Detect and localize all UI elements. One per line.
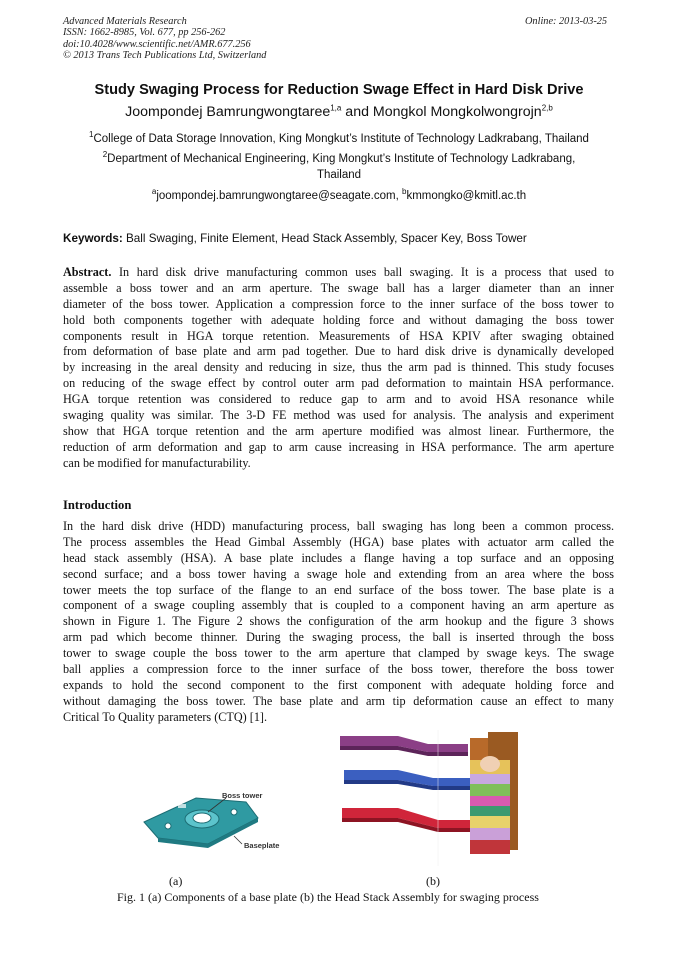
- running-header: [63, 16, 266, 61]
- author-2: Mongkol Mongkolwongrojn: [372, 104, 542, 120]
- keywords-text: Ball Swaging, Finite Element, Head Stack Assembly, Spacer Key, Boss Tower: [122, 232, 527, 245]
- affiliation-1-text: College of Data Storage Innovation, King Mongkut’s Institute of Technology Ladkrabang, Thailand: [93, 133, 589, 145]
- intro-line: Critical To Quality parameters (CTQ) [1].: [63, 709, 268, 724]
- affiliation-2: [0, 151, 678, 183]
- abstract-label: Abstract.: [63, 265, 112, 279]
- abstract-line: on reducing of the swage effect by control outer arm pad deformation to maintain HSA performance.: [63, 376, 614, 391]
- author-conjunction: and: [341, 104, 373, 120]
- intro-line: tower to swage couple the boss tower to the arm aperture that clamped by swage keys. The swage: [63, 646, 614, 661]
- affiliation-1: [0, 131, 678, 147]
- intro-line: shown in Figure 1. The Figure 2 shows the configuration of the arm hookup and the figure 3 shows: [63, 614, 614, 629]
- abstract-line: from deformation of base plate and arm pad together. Due to hard disk drive is dynamically developed: [63, 344, 614, 359]
- abstract-line: by increasing in the areal density and reducing in size, thus the arm pad is thinned. This study focuses: [63, 360, 614, 375]
- email-line: [0, 188, 678, 204]
- email-a-mark: a: [151, 187, 157, 197]
- abstract-line: assemble a boss tower and an arm aperture. The swage ball has a larger diameter than an inner: [63, 280, 614, 295]
- section-heading-introduction: Introduction: [63, 498, 132, 512]
- abstract-line: diameter of the boss tower. Application a compression force to the inner surface of the boss tower to: [63, 296, 614, 311]
- abstract-line: swaging quality was similar. The 3-D FE method was used for analysis. The analysis and experiment: [63, 408, 614, 423]
- intro-line: second surface; and a boss tower having a swage hole and extending from an area where the boss: [63, 566, 614, 581]
- affiliation-2-country: Thailand: [316, 169, 362, 181]
- abstract-line: hold both components together with adequate holding force and without damaging the boss tower: [63, 312, 614, 327]
- abstract: [63, 265, 614, 472]
- issn-line: ISSN: 1662-8985, Vol. 677, pp 256-262: [63, 27, 226, 39]
- paper-title: Study Swaging Process for Reduction Swage Effect in Hard Disk Drive: [94, 82, 584, 98]
- figure-1-caption: Fig. 1 (a) Components of a base plate (b) the Head Stack Assembly for swaging process: [117, 890, 539, 904]
- intro-line: without damaging the boss tower. The base plate and arm tip deformation cause an effect to many: [63, 693, 614, 708]
- copyright-line: © 2013 Trans Tech Publications Ltd, Switzerland: [63, 49, 267, 61]
- label-boss-tower: Boss tower: [222, 791, 263, 800]
- abstract-line: HGA torque retention was considered to reduce gap to arm and to avoid HSA resonance while: [63, 392, 614, 407]
- abstract-line-1: Abstract. In hard disk drive manufacturing common uses ball swaging. It is a process that used to: [63, 265, 614, 279]
- figure-1b-hsa-image: [338, 730, 538, 866]
- label-baseplate: Baseplate: [244, 841, 280, 850]
- abstract-line: reduction of arm deformation and gap to arm cause increasing in HSA performance. The arm aperture: [63, 439, 614, 454]
- intro-line: expands to hold the second component to the first component with adequate holding force and: [63, 677, 614, 692]
- subfigure-label-b: (b): [426, 874, 440, 888]
- affiliation-2-text: Department of Mechanical Engineering, King Mongkut’s Institute of Technology Ladkrabang,: [107, 153, 576, 165]
- journal-name: Advanced Materials Research: [63, 16, 187, 27]
- author-1-affiliation-mark: 1,a: [330, 103, 342, 113]
- intro-line: In the hard disk drive (HDD) manufacturing process, ball swaging has long been a common process.: [63, 519, 614, 533]
- author-1: Joompondej Bamrungwongtaree: [125, 104, 331, 120]
- online-date: Online: 2013-03-25: [525, 16, 608, 27]
- intro-line: tower meets the top surface of the flange to an end surface of the boss tower. The base plate is a: [63, 582, 614, 597]
- introduction-body: [63, 519, 614, 726]
- email-b-mark: b: [401, 187, 407, 197]
- intro-line: component of a swage coupling assembly that is coupled to a component having an arm aperture as: [63, 598, 614, 613]
- abstract-line: components result in HGA torque retention. Measurements of HSA KPIV after swaging obtained: [63, 328, 614, 343]
- email-b[interactable]: kmmongko@kmitl.ac.th: [406, 190, 527, 202]
- intro-line: arm pad which become thinner. During the swaging process, the ball is inserted through the boss: [63, 630, 614, 645]
- subfigure-label-a: (a): [169, 874, 183, 888]
- abstract-line: can be modified for manufacturability.: [63, 455, 251, 470]
- intro-line: The process assembles the Head Gimbal Assembly (HGA) base plates with actuator arm called the: [63, 534, 614, 549]
- keywords-label: Keywords:: [63, 232, 123, 245]
- intro-line: ball applies a compression force to the inner surface of the boss tower, therefore the boss tower: [63, 662, 614, 677]
- abstract-line: show that HGA torque retention and the arm aperture modified was almost linear. Furthermore, the: [63, 423, 614, 438]
- intro-line: head stack assembly (HSA). A base plate includes a flange having a top surface and an opposing: [63, 550, 614, 565]
- doi-line: doi:10.4028/www.scientific.net/AMR.677.256: [63, 38, 251, 50]
- affiliation-1-mark: 1: [89, 130, 94, 140]
- email-a[interactable]: joompondej.bamrungwongtaree@seagate.com,: [156, 190, 402, 202]
- author-2-affiliation-mark: 2,b: [541, 103, 553, 113]
- affiliation-2-mark: 2: [102, 150, 108, 160]
- author-line: [0, 104, 678, 120]
- keywords: [63, 232, 527, 245]
